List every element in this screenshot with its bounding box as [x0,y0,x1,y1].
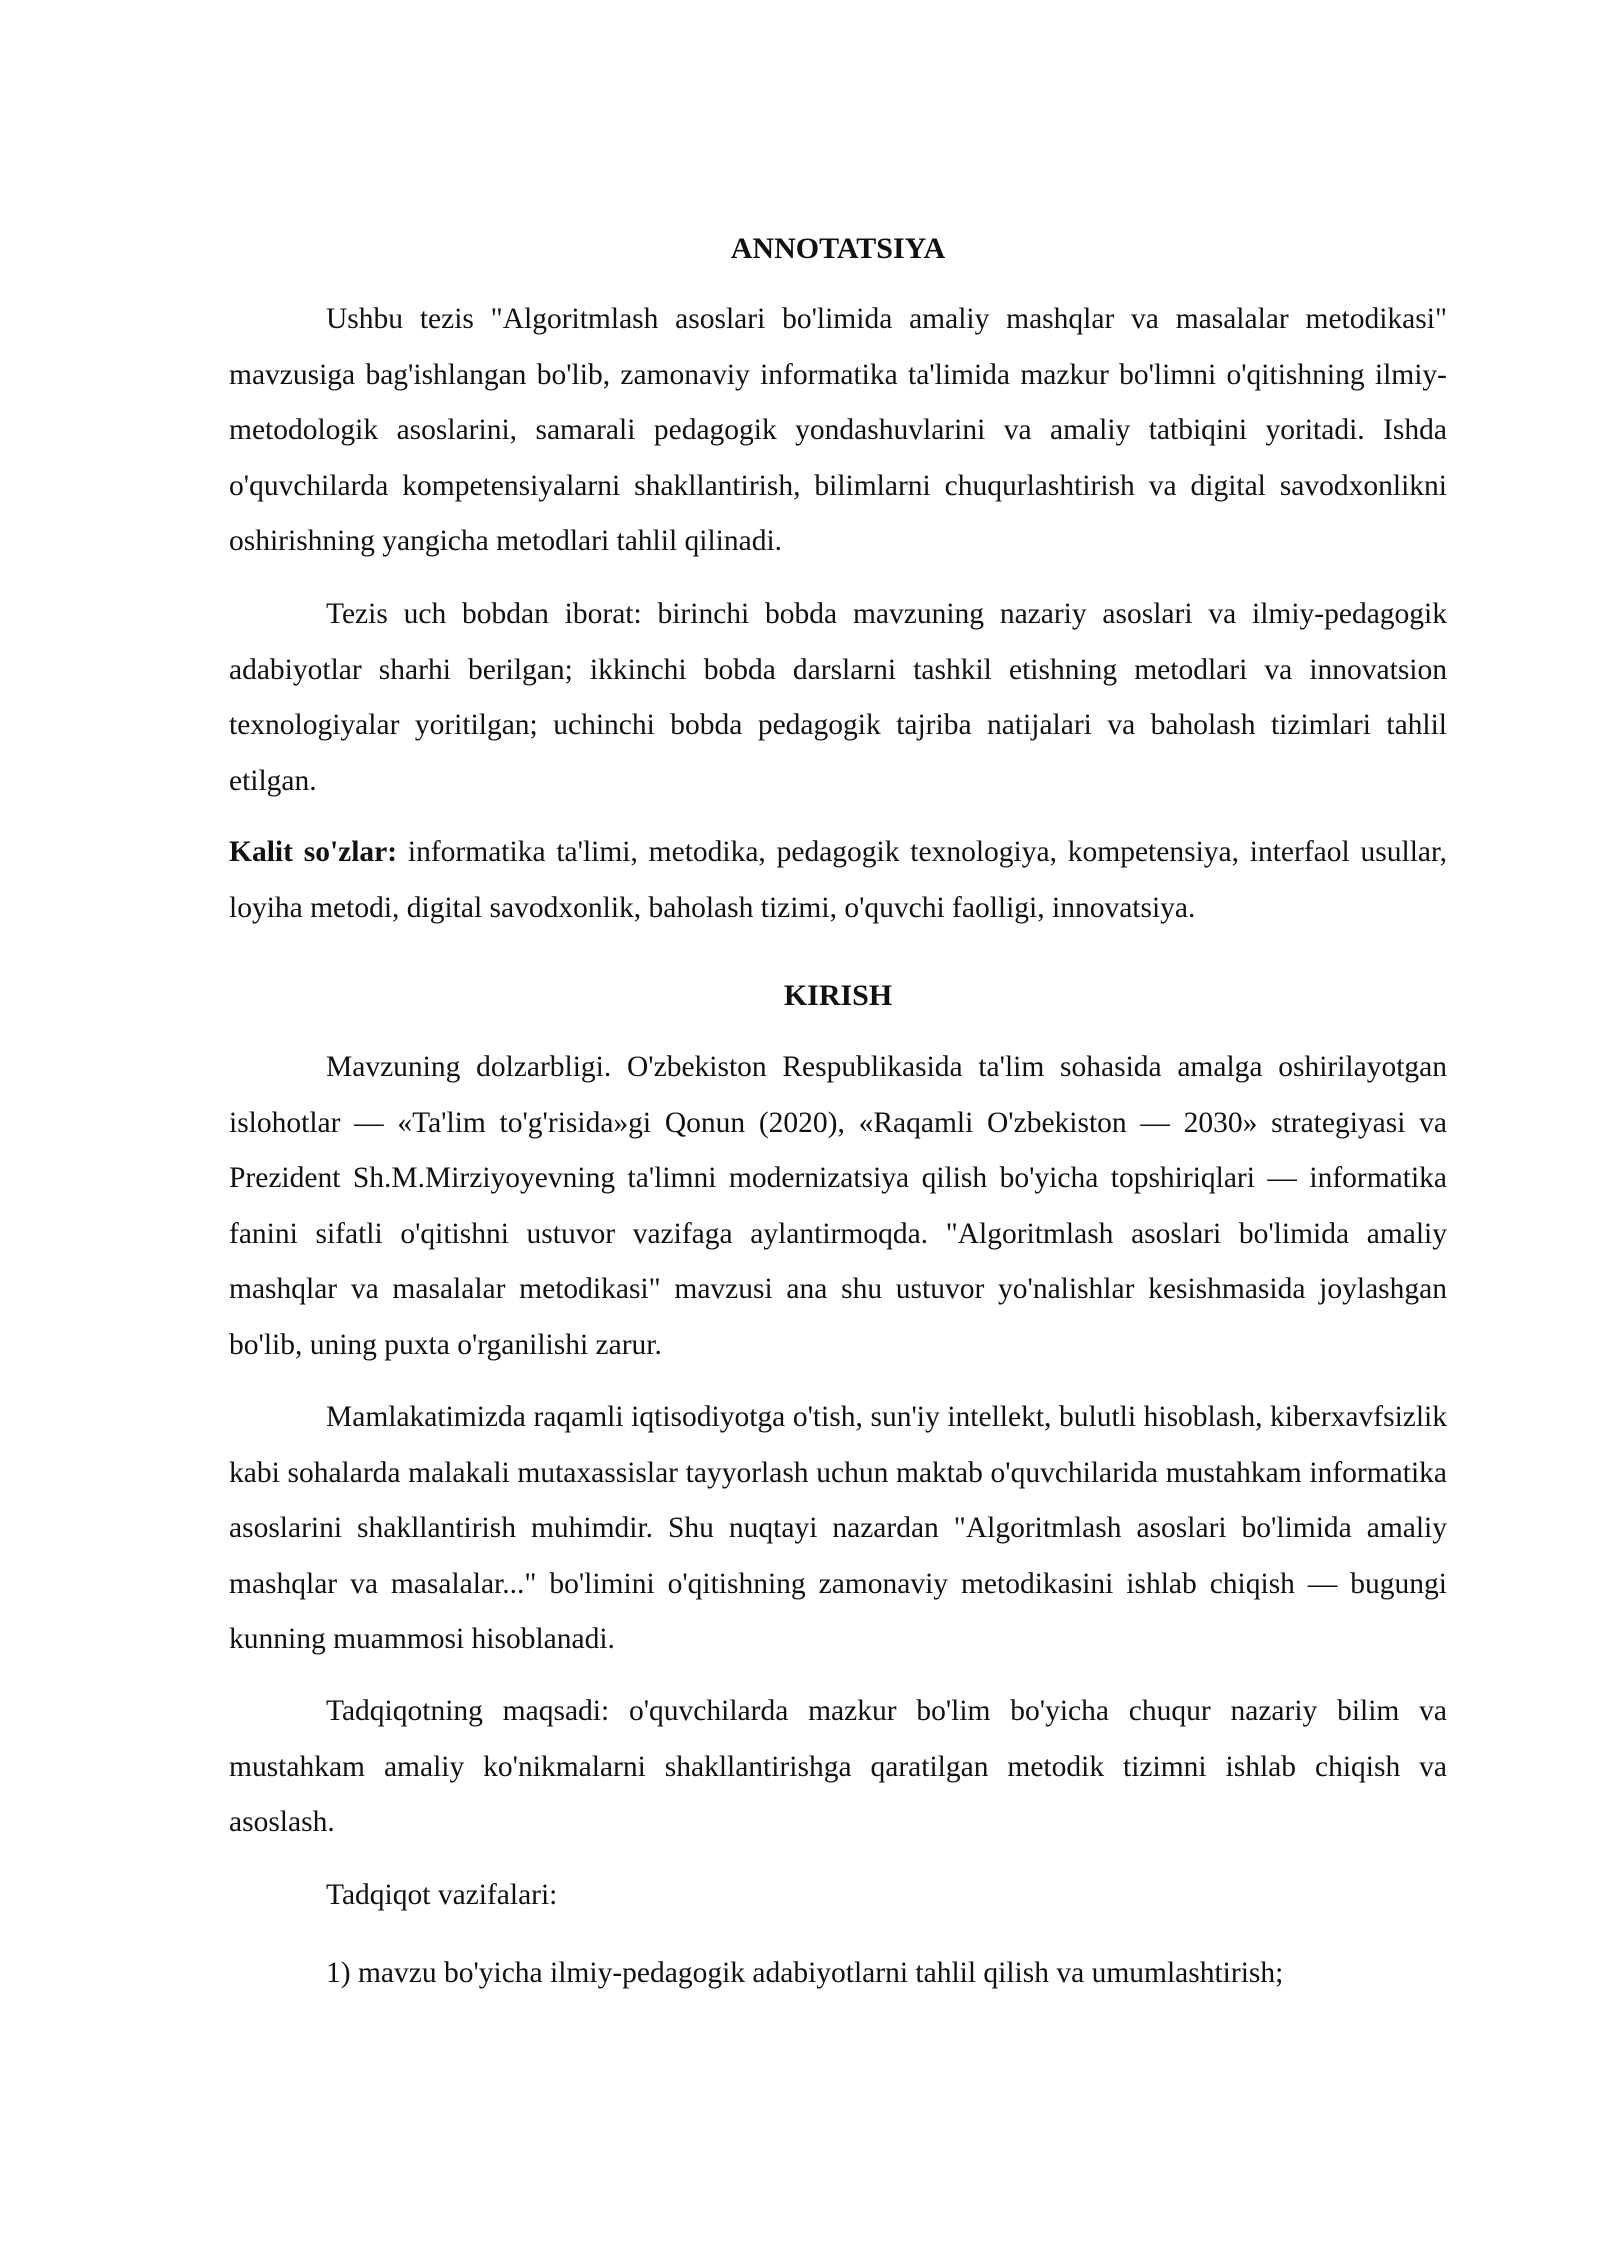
annotatsiya-paragraph-2: Tezis uch bobdan iborat: birinchi bobda mavzuning nazariy asoslari va ilmiy-pedagogik adabiyotlar sharhi berilgan; ikkinchi bobda darslarni tashkil etishning metodlari va innovatsion texnologiyalar yoritilgan; uchinchi bobda pedagogik tajriba natijalari va baholash tizimlari tahlil etilgan. [229,598,1447,797]
keywords-text: informatika ta'limi, metodika, pedagogik texnologiya, kompetensiya, interfaol usullar, loyiha metodi, digital savodxonlik, baholash tizimi, o'quvchi faolligi, innovatsiya. [229,836,1447,924]
keywords-paragraph [229,825,1447,936]
annotatsiya-paragraph-1: Ushbu tezis "Algoritmlash asoslari bo'limida amaliy mashqlar va masalalar metodikasi" mavzusiga bag'ishlangan bo'lib, zamonaviy informatika ta'limida mazkur bo'limni o'qitishning ilmiy-metodologik asoslarini, samarali pedagogik yondashuvlarini va amaliy tatbiqini yoritadi. Ishda o'quvchilarda kompetensiyalarni shakllantirish, bilimlarni chuqurlashtirish va digital savodxonlikni oshirishning yangicha metodlari tahlil qilinadi. [229,303,1447,557]
kirish-paragraph-4: Tadqiqot vazifalari: [326,1879,558,1911]
kirish-paragraph-2: Mamlakatimizda raqamli iqtisodiyotga o'tish, sun'iy intellekt, bulutli hisoblash, kiberxavfsizlik kabi sohalarda malakali mutaxassislar tayyorlash uchun maktab o'quvchilarida mustahkam informatika asoslarini shakllantirish muhimdir. Shu nuqtayi nazardan "Algoritmlash asoslari bo'limida amaliy mashqlar va masalalar..." bo'limini o'qitishning zamonaviy metodikasini ishlab chiqish — bugungi kunning muammosi hisoblanadi. [229,1401,1447,1655]
kirish-paragraph-3: Tadqiqotning maqsadi: o'quvchilarda mazkur bo'lim bo'yicha chuqur nazariy bilim va mustahkam amaliy ko'nikmalarni shakllantirishga qaratilgan metodik tizimni ishlab chiqish va asoslash. [229,1695,1447,1838]
kirish-heading: KIRISH [783,979,893,1012]
annotatsiya-heading: ANNOTATSIYA [730,232,946,265]
keywords-label: Kalit so'zlar: [229,836,398,868]
kirish-paragraph-5: 1) mavzu bo'yicha ilmiy-pedagogik adabiyotlarni tahlil qilish va umumlashtirish; [326,1957,1284,1989]
kirish-paragraph-1: Mavzuning dolzarbligi. O'zbekiston Respublikasida ta'lim sohasida amalga oshirilayotgan islohotlar — «Ta'lim to'g'risida»gi Qonun (2020), «Raqamli O'zbekiston — 2030» strategiyasi va Prezident Sh.M.Mirziyoyevning ta'limni modernizatsiya qilish bo'yicha topshiriqlari — informatika fanini sifatli o'qitishni ustuvor vazifaga aylantirmoqda. "Algoritmlash asoslari bo'limida amaliy mashqlar va masalalar metodikasi" mavzusi ana shu ustuvor yo'nalishlar kesishmasida joylashgan bo'lib, uning puxta o'rganilishi zarur. [229,1051,1447,1361]
